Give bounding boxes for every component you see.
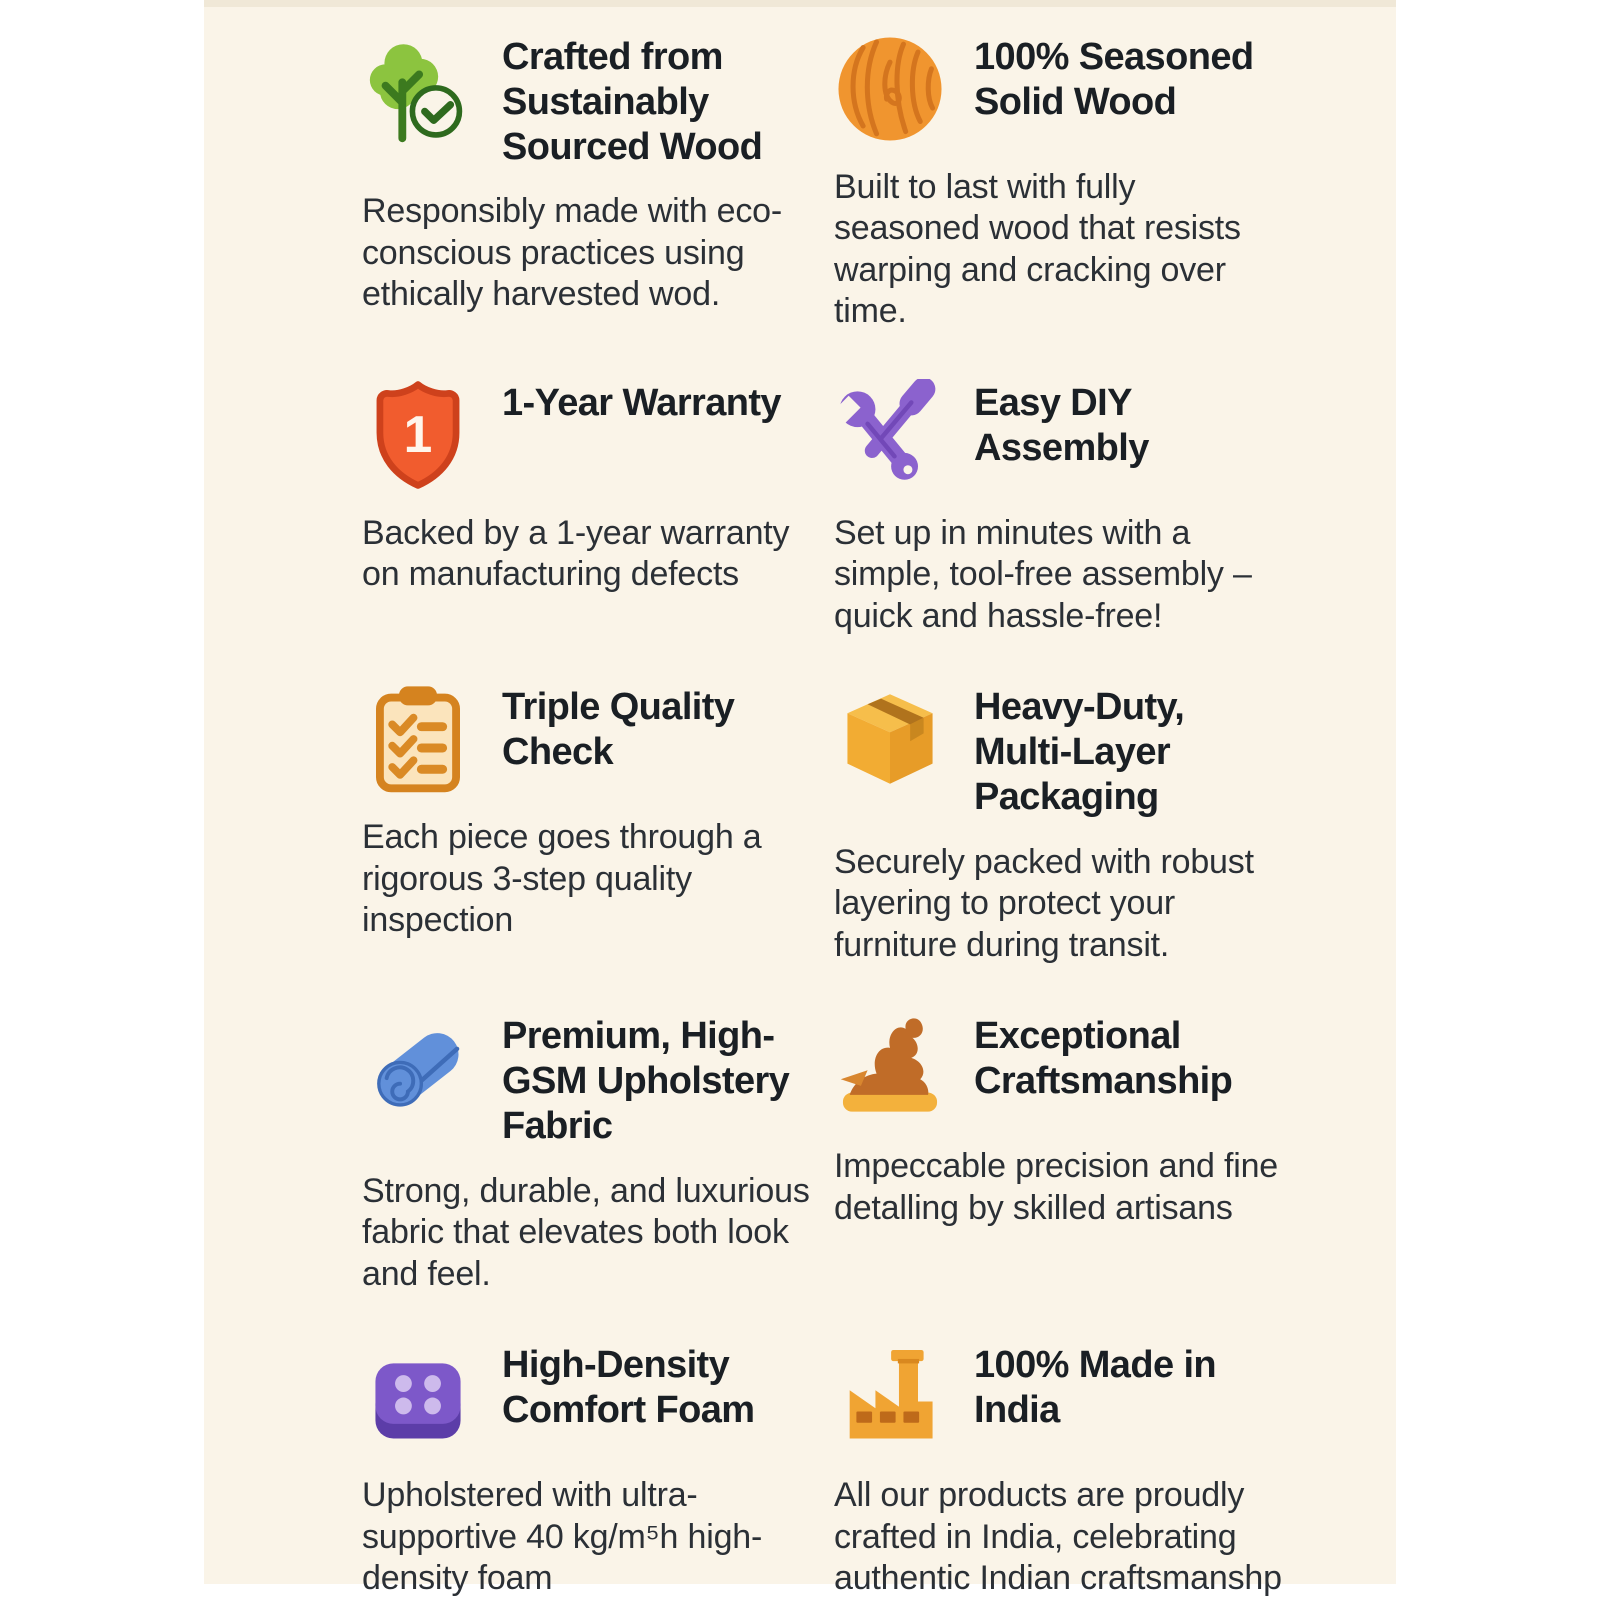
- feature-title: Exceptional Craftsmanship: [974, 1015, 1233, 1102]
- warranty-badge-number: 1: [403, 404, 433, 463]
- fabric-roll-icon: [362, 1012, 474, 1124]
- feature-warranty: [362, 379, 810, 637]
- diy-tools-icon: [834, 379, 946, 491]
- feature-head: [362, 1012, 810, 1148]
- feature-title: Premium, High-GSM Upholstery Fabric: [502, 1015, 790, 1147]
- feature-title: 100% Seasoned Solid Wood: [974, 36, 1254, 123]
- wood-plane-icon: [834, 1012, 946, 1124]
- feature-title: 1-Year Warranty: [502, 381, 781, 424]
- foam-cushion-icon: [362, 1341, 474, 1453]
- feature-diy-assembly: [834, 379, 1282, 637]
- features-panel: [204, 0, 1396, 1597]
- feature-packaging: [834, 683, 1282, 966]
- feature-title: High-Density Comfort Foam: [502, 1344, 755, 1431]
- feature-quality-check: [362, 683, 810, 966]
- feature-comfort-foam: [362, 1341, 810, 1599]
- wood-grain-icon: [834, 33, 946, 145]
- feature-head: [834, 1341, 1282, 1453]
- feature-seasoned-wood: [834, 33, 1282, 333]
- feature-head: [834, 1012, 1282, 1124]
- feature-head: [362, 1341, 810, 1453]
- feature-head: [834, 379, 1282, 491]
- feature-description: Each piece goes through a rigorous 3-step quality inspection: [362, 818, 762, 940]
- feature-head: [834, 683, 1282, 819]
- warranty-shield-icon: [362, 379, 474, 491]
- feature-head: [834, 33, 1282, 145]
- feature-description: Built to last with fully seasoned wood that resists warping and cracking over time.: [834, 168, 1241, 331]
- feature-description: Securely packed with robust layering to protect your furniture during transit.: [834, 842, 1254, 964]
- feature-description: Strong, durable, and luxurious fabric that elevates both look and feel.: [362, 1171, 810, 1293]
- feature-title: Heavy-Duty, Multi-Layer Packaging: [974, 686, 1185, 818]
- feature-head: [362, 379, 810, 491]
- feature-sustainable-wood: [362, 33, 810, 333]
- factory-icon: [834, 1341, 946, 1453]
- feature-head: [362, 683, 810, 795]
- feature-title: 100% Made in India: [974, 1344, 1217, 1431]
- feature-title: Triple Quality Check: [502, 686, 735, 774]
- feature-description: Backed by a 1-year warranty on manufacturing defects: [362, 513, 790, 594]
- feature-craftsmanship: [834, 1012, 1282, 1295]
- feature-made-in-india: [834, 1341, 1282, 1599]
- feature-description: Upholstered with ultra-supportive 40 kg/m⁵h high-density foam: [362, 1476, 763, 1597]
- feature-description: Impeccable precision and fine detalling by skilled artisans: [834, 1147, 1279, 1227]
- tree-check-icon: [362, 33, 474, 145]
- feature-head: [362, 33, 810, 169]
- features-grid: [362, 33, 1282, 1599]
- feature-upholstery-fabric: [362, 1012, 810, 1295]
- feature-title: Crafted from Sustainably Sourced Wood: [502, 36, 763, 168]
- feature-title: Easy DIY Assembly: [974, 381, 1149, 469]
- feature-description: All our products are proudly crafted in India, celebrating authentic Indian craftsmanshp: [834, 1476, 1282, 1597]
- feature-description: Set up in minutes with a simple, tool-free assembly – quick and hassle-free!: [834, 513, 1252, 635]
- checklist-clipboard-icon: [362, 683, 474, 795]
- packaging-box-icon: [834, 683, 946, 795]
- feature-description: Responsibly made with eco-conscious practices using ethically harvested wod.: [362, 192, 782, 314]
